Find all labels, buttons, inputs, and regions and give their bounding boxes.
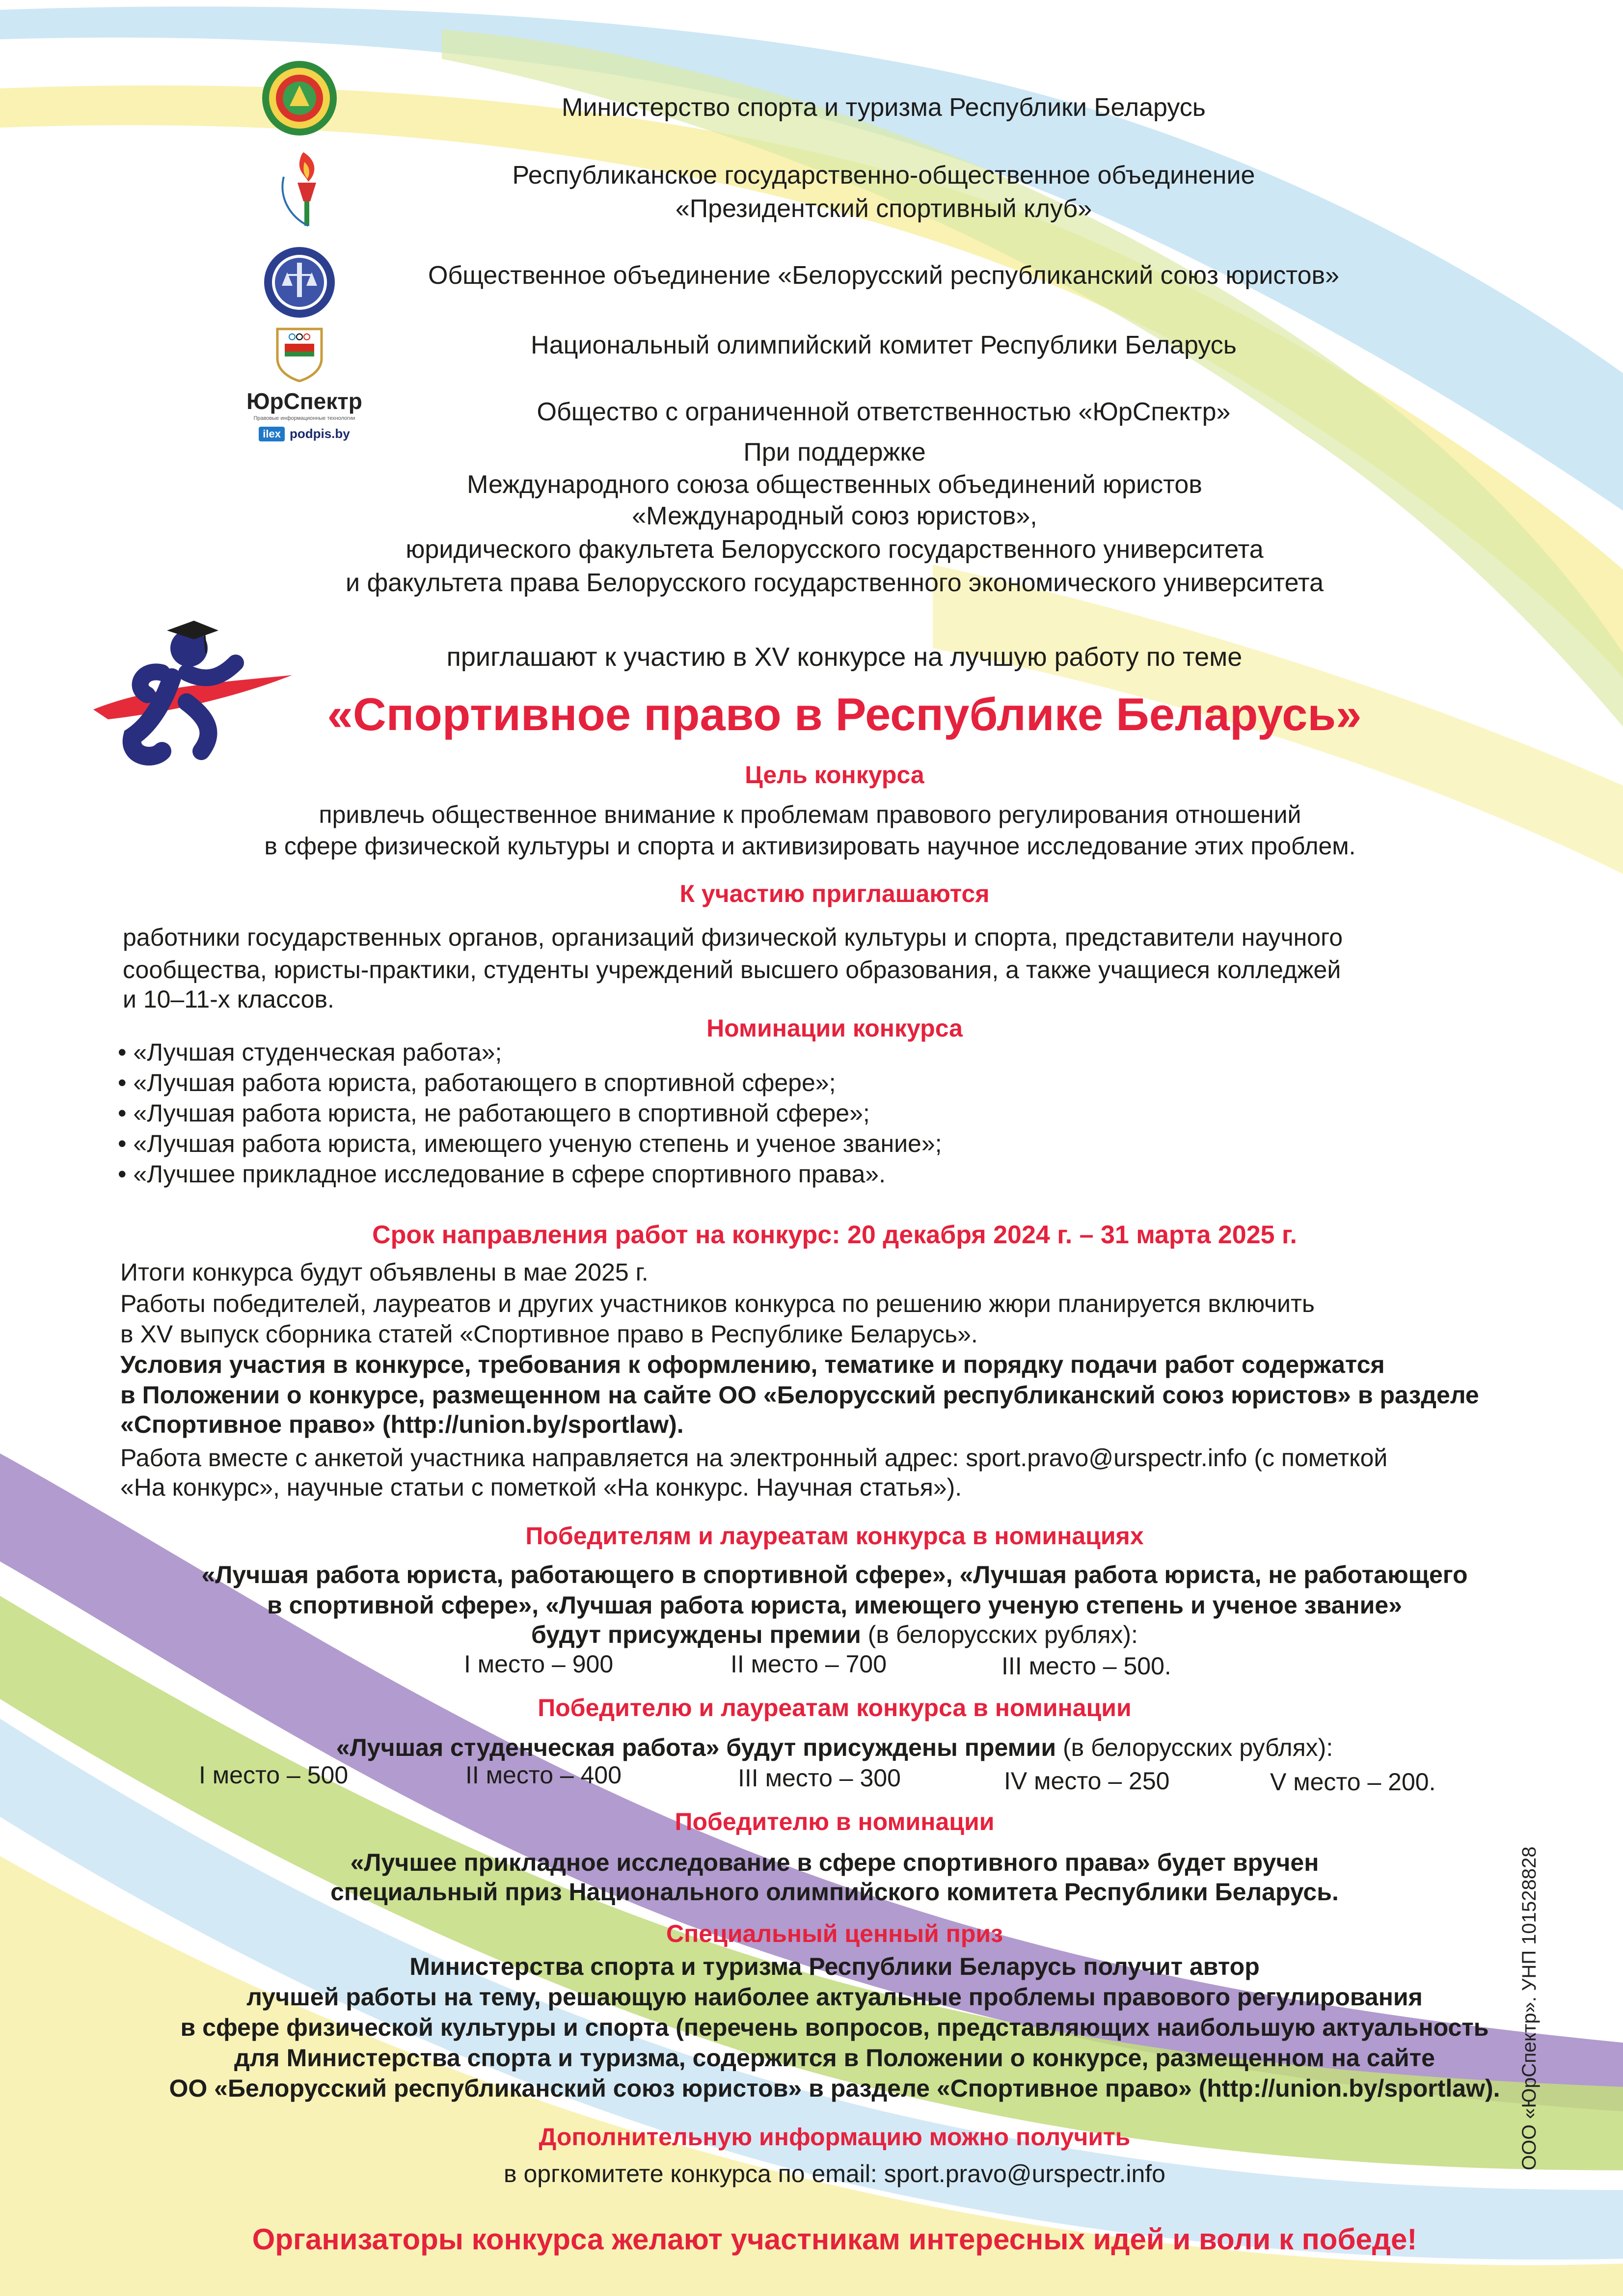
collection-line2: в XV выпуск сборника статей «Спортивное право в Республике Беларусь». — [120, 1320, 978, 1348]
prizes-student-heading: Победителю и лауреатам конкурса в номинации — [538, 1694, 1132, 1722]
lawyers-union-icon — [263, 246, 336, 319]
ministry-emblem-icon — [260, 59, 339, 137]
nominations-list — [118, 1037, 1345, 1189]
prize-main-3: III место – 500. — [1001, 1652, 1171, 1680]
special-prize-line2: лучшей работы на тему, решающую наиболее актуальные проблемы правового регулирования — [246, 1983, 1423, 2011]
special-prize-line5: ОО «Белорусский республиканский союз юристов» в разделе «Спортивное право» (http://union.by/sportlaw). — [169, 2075, 1500, 2102]
participants-line1: работники государственных органов, организаций физической культуры и спорта, представители научного — [123, 924, 1343, 951]
nomination-item: • «Лучшая работа юриста, имеющего ученую степень и ученое звание»; — [118, 1128, 1345, 1159]
participants-line3: и 10–11-х классов. — [123, 985, 334, 1013]
prizes-main-currency: (в белорусских рублях): — [861, 1621, 1138, 1648]
imprint-vertical: ООО «ЮрСпектр». УНП 101528828 — [1518, 1846, 1540, 2170]
prizes-main-line1: «Лучшая работа юриста, работающего в спортивной сфере», «Лучшая работа юриста, не работающего — [201, 1561, 1468, 1588]
prizes-main-awarded: будут присуждены премии — [531, 1621, 861, 1648]
prize-student-5: V место – 200. — [1270, 1768, 1436, 1796]
organizer-lawyers-union: Общественное объединение «Белорусский республиканский союз юристов» — [428, 261, 1340, 290]
presidential-club-torch — [269, 147, 333, 231]
prize-student-4: IV место – 250 — [1004, 1767, 1170, 1795]
participants-heading: К участию приглашаются — [679, 880, 990, 907]
support-line3: «Международный союз юристов», — [632, 502, 1037, 530]
contact-line: в оргкомитете конкурса по email: sport.pravo@urspectr.info — [504, 2160, 1165, 2187]
prizes-student-awarded: «Лучшая студенческая работа» будут присуждены премии — [336, 1734, 1056, 1761]
organizer-yurspektr: Общество с ограниченной ответственностью «ЮрСпектр» — [537, 398, 1231, 426]
organizer-club-line2: «Президентский спортивный клуб» — [675, 194, 1092, 223]
prize-main-1: I место – 900 — [464, 1650, 614, 1678]
organizer-olympic: Национальный олимпийский комитет Республики Беларусь — [531, 331, 1237, 359]
prizes-main-heading: Победителям и лауреатам конкурса в номинациях — [525, 1522, 1144, 1550]
nominations-heading: Номинации конкурса — [706, 1014, 963, 1042]
olympic-shield-icon — [272, 324, 326, 383]
prize-applied-line1: «Лучшее прикладное исследование в сфере спортивного права» будет вручен — [350, 1849, 1319, 1876]
prizes-main-line2: в спортивной сфере», «Лучшая работа юриста, имеющего ученую степень и ученое звание» — [267, 1591, 1402, 1619]
nomination-item: • «Лучшая работа юриста, не работающего в спортивной сфере»; — [118, 1098, 1345, 1128]
special-prize-line4: для Министерства спорта и туризма, содержится в Положении о конкурсе, размещенном на сайте — [234, 2044, 1435, 2072]
organizer-ministry: Министерство спорта и туризма Республики Беларусь — [562, 93, 1206, 122]
torch-icon — [269, 147, 333, 231]
special-prize-line3: в сфере физической культуры и спорта (перечень вопросов, представляющих наибольшую актуальность — [180, 2014, 1489, 2041]
collection-line1: Работы победителей, лауреатов и других участников конкурса по решению жюри планируется включить — [120, 1290, 1315, 1317]
email-line2: «На конкурс», научные статьи с пометкой «На конкурс. Научная статья»). — [120, 1474, 962, 1501]
nomination-item: • «Лучшее прикладное исследование в сфере спортивного права». — [118, 1159, 1345, 1189]
prize-student-2: II место – 400 — [465, 1761, 622, 1789]
main-title: «Спортивное право в Республике Беларусь» — [327, 688, 1362, 740]
prize-student-1: I место – 500 — [199, 1761, 349, 1789]
goal-line2: в сфере физической культуры и спорта и активизировать научное исследование этих проблем. — [264, 832, 1356, 860]
support-line2: Международного союза общественных объединений юристов — [467, 470, 1202, 499]
contact-heading: Дополнительную информацию можно получить — [539, 2123, 1131, 2151]
organizer-club-line1: Республиканское государственно-общественное объединение — [512, 161, 1255, 190]
email-line1: Работа вместе с анкетой участника направляется на электронный адрес: sport.pravo@urspectr.info (с пометкой — [120, 1444, 1388, 1472]
prize-applied-heading: Победителю в номинации — [675, 1808, 995, 1835]
special-prize-heading: Специальный ценный приз — [666, 1920, 1003, 1947]
nomination-item: • «Лучшая студенческая работа»; — [118, 1037, 1345, 1067]
prizes-student-line — [147, 1732, 1522, 1763]
olympic-committee-emblem — [272, 324, 326, 383]
closing-wish: Организаторы конкурса желают участникам интересных идей и воли к победе! — [252, 2223, 1417, 2256]
ministry-emblem — [260, 59, 339, 137]
support-line4: юридического факультета Белорусского государственного университета — [406, 535, 1264, 564]
results-announcement: Итоги конкурса будут объявлены в мае 2025 г. — [120, 1258, 649, 1286]
goal-line1: привлечь общественное внимание к проблемам правового регулирования отношений — [319, 801, 1301, 828]
special-prize-line1: Министерства спорта и туризма Республики Беларусь получит автор — [409, 1953, 1260, 1980]
nomination-item: • «Лучшая работа юриста, работающего в спортивной сфере»; — [118, 1067, 1345, 1098]
goal-heading: Цель конкурса — [745, 761, 924, 789]
podpis-logo: podpis.by — [289, 426, 350, 441]
deadline: Срок направления работ на конкурс: 20 декабря 2024 г. – 31 марта 2025 г. — [372, 1221, 1297, 1249]
lawyers-union-emblem — [263, 246, 336, 319]
support-line5: и факультета права Белорусского государственного экономического университета — [345, 569, 1324, 597]
yurspektr-tagline: Правовые информационные технологии — [253, 415, 355, 421]
yurspektr-name: ЮрСпектр — [246, 388, 362, 414]
conditions-line1: Условия участия в конкурсе, требования к оформлению, тематике и порядку подачи работ содержатся — [120, 1351, 1385, 1378]
participants-line2: сообщества, юристы-практики, студенты учреждений высшего образования, а также учащиеся колледжей — [123, 956, 1341, 984]
prizes-student-currency: (в белорусских рублях): — [1056, 1734, 1333, 1761]
prize-applied-line2: специальный приз Национального олимпийского комитета Республики Беларусь. — [330, 1878, 1339, 1906]
conditions-line3: «Спортивное право» (http://union.by/sportlaw). — [120, 1411, 684, 1438]
prize-student-3: III место – 300 — [738, 1764, 901, 1792]
ilex-logo: ilex — [259, 427, 285, 441]
support-line1: При поддержке — [743, 438, 926, 466]
prizes-main-line3 — [147, 1619, 1522, 1650]
invitation-line: приглашают к участию в XV конкурсе на лучшую работу по теме — [446, 642, 1243, 672]
conditions-line2: в Положении о конкурсе, размещенном на сайте ОО «Белорусский республиканский союз юристов» в разделе — [120, 1381, 1479, 1409]
prize-main-2: II место – 700 — [730, 1650, 887, 1678]
